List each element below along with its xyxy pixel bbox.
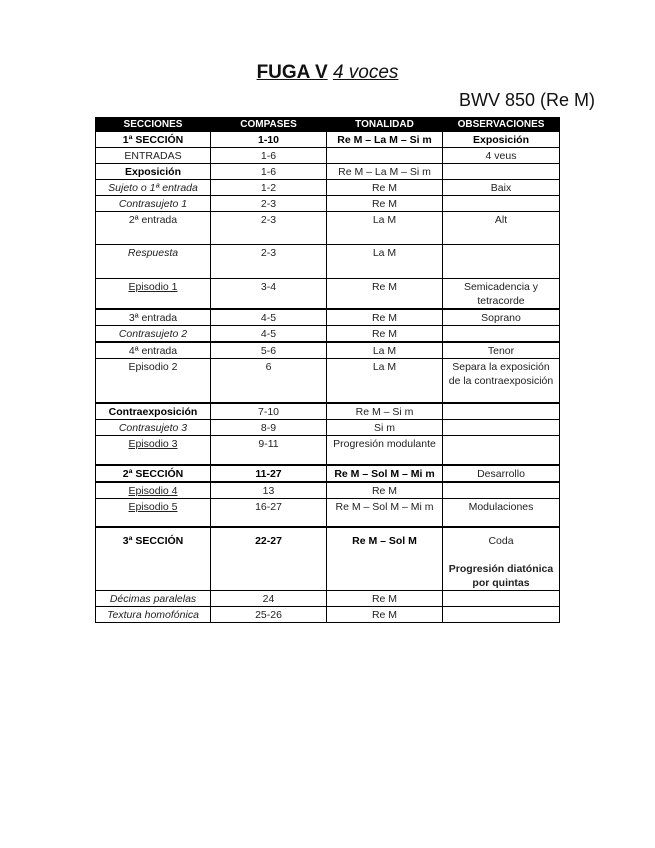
- cell-tonalidad: Re M: [327, 482, 443, 499]
- cell-tonalidad: Re M: [327, 279, 443, 310]
- table-row: [96, 326, 560, 343]
- cell-seccion: Décimas paralelas: [96, 590, 211, 606]
- cell-obs: Tenor: [443, 342, 560, 359]
- cell-tonalidad: Si m: [327, 419, 443, 435]
- cell-compases: 9-11: [211, 435, 327, 465]
- cell-obs: Soprano: [443, 309, 560, 326]
- table-row: [96, 180, 560, 196]
- cell-tonalidad: La M: [327, 359, 443, 403]
- cell-seccion: Contrasujeto 3: [96, 419, 211, 435]
- cell-seccion: Contraexposición: [96, 403, 211, 420]
- cell-compases: 3-4: [211, 279, 327, 310]
- table-row: [96, 148, 560, 164]
- cell-obs: [443, 482, 560, 499]
- cell-tonalidad: Re M – Sol M: [327, 527, 443, 591]
- cell-seccion: 3ª entrada: [96, 309, 211, 326]
- fugue-analysis-table: [95, 117, 560, 623]
- progression-note: Progresión diatónica por quintas: [448, 562, 554, 589]
- cell-obs: [443, 245, 560, 279]
- cell-seccion: Contrasujeto 2: [96, 326, 211, 343]
- cell-seccion: Respuesta: [96, 245, 211, 279]
- cell-obs: [443, 606, 560, 622]
- cell-compases: 13: [211, 482, 327, 499]
- cell-seccion: Episodio 4: [96, 482, 211, 499]
- cell-tonalidad: Re M: [327, 326, 443, 343]
- table-row: [96, 164, 560, 180]
- title-main: FUGA V: [256, 62, 328, 83]
- cell-obs: [443, 196, 560, 212]
- cell-obs: Baix: [443, 180, 560, 196]
- cell-obs: Separa la exposición de la contraexposición: [443, 359, 560, 403]
- cell-tonalidad: Re M: [327, 196, 443, 212]
- header-secciones: SECCIONES: [96, 118, 211, 132]
- cell-obs: Exposición: [443, 132, 560, 148]
- cell-obs: Modulaciones: [443, 499, 560, 527]
- cell-tonalidad: La M: [327, 245, 443, 279]
- cell-tonalidad: Re M: [327, 309, 443, 326]
- cell-compases: 1-10: [211, 132, 327, 148]
- coda-label: Coda: [488, 534, 514, 547]
- cell-obs: [443, 403, 560, 420]
- table-row: [96, 279, 560, 310]
- cell-tonalidad: Re M: [327, 180, 443, 196]
- table-row: [96, 245, 560, 279]
- cell-seccion: 3ª SECCIÓN: [96, 527, 211, 591]
- cell-obs: 4 veus: [443, 148, 560, 164]
- cell-tonalidad: Re M – La M – Si m: [327, 164, 443, 180]
- cell-compases: 2-3: [211, 196, 327, 212]
- cell-compases: 4-5: [211, 326, 327, 343]
- cell-seccion: ENTRADAS: [96, 148, 211, 164]
- cell-seccion: Contrasujeto 1: [96, 196, 211, 212]
- cell-seccion: Episodio 2: [96, 359, 211, 403]
- cell-compases: 25-26: [211, 606, 327, 622]
- cell-obs: [443, 164, 560, 180]
- cell-obs: [443, 527, 560, 591]
- cell-seccion: 2ª SECCIÓN: [96, 465, 211, 482]
- cell-seccion: Episodio 3: [96, 435, 211, 465]
- cell-tonalidad: La M: [327, 342, 443, 359]
- cell-compases: 2-3: [211, 245, 327, 279]
- cell-seccion: Sujeto o 1ª entrada: [96, 180, 211, 196]
- cell-compases: 1-2: [211, 180, 327, 196]
- page-title: [0, 62, 655, 84]
- cell-tonalidad: Re M – Sol M – Mi m: [327, 499, 443, 527]
- cell-obs: [443, 419, 560, 435]
- cell-compases: 16-27: [211, 499, 327, 527]
- table-row: [96, 403, 560, 420]
- cell-seccion: Episodio 1: [96, 279, 211, 310]
- cell-seccion: Textura homofónica: [96, 606, 211, 622]
- table-row: [96, 212, 560, 245]
- table-row: [96, 196, 560, 212]
- table-row: [96, 527, 560, 591]
- cell-compases: 1-6: [211, 164, 327, 180]
- cell-tonalidad: Re M – La M – Si m: [327, 132, 443, 148]
- header-compases: COMPASES: [211, 118, 327, 132]
- cell-obs: Alt: [443, 212, 560, 245]
- table-row: [96, 606, 560, 622]
- table-row: [96, 342, 560, 359]
- cell-compases: 6: [211, 359, 327, 403]
- cell-obs: [443, 326, 560, 343]
- cell-tonalidad: Re M: [327, 590, 443, 606]
- table-row: [96, 435, 560, 465]
- cell-tonalidad: Re M – Si m: [327, 403, 443, 420]
- cell-obs: Semicadencia y tetracorde: [443, 279, 560, 310]
- cell-tonalidad: [327, 148, 443, 164]
- cell-tonalidad: Re M – Sol M – Mi m: [327, 465, 443, 482]
- cell-seccion: 1ª SECCIÓN: [96, 132, 211, 148]
- cell-compases: 24: [211, 590, 327, 606]
- cell-seccion: Exposición: [96, 164, 211, 180]
- page-subtitle: BWV 850 (Re M): [458, 90, 595, 110]
- cell-compases: 5-6: [211, 342, 327, 359]
- cell-seccion: 2ª entrada: [96, 212, 211, 245]
- table-row: [96, 482, 560, 499]
- cell-tonalidad: Re M: [327, 606, 443, 622]
- cell-seccion: Episodio 5: [96, 499, 211, 527]
- cell-seccion: 4ª entrada: [96, 342, 211, 359]
- cell-compases: 1-6: [211, 148, 327, 164]
- table-row: [96, 499, 560, 527]
- cell-compases: 22-27: [211, 527, 327, 591]
- title-sub: 4 voces: [332, 62, 399, 83]
- cell-tonalidad: La M: [327, 212, 443, 245]
- table-row: [96, 465, 560, 482]
- cell-obs: Desarrollo: [443, 465, 560, 482]
- table-row: [96, 132, 560, 148]
- table-header-row: [96, 118, 560, 132]
- cell-compases: 11-27: [211, 465, 327, 482]
- table-row: [96, 359, 560, 403]
- cell-compases: 4-5: [211, 309, 327, 326]
- cell-compases: 8-9: [211, 419, 327, 435]
- table-row: [96, 590, 560, 606]
- cell-obs: [443, 590, 560, 606]
- table-row: [96, 309, 560, 326]
- header-tonalidad: TONALIDAD: [327, 118, 443, 132]
- cell-compases: 7-10: [211, 403, 327, 420]
- table-row: [96, 419, 560, 435]
- header-observaciones: OBSERVACIONES: [443, 118, 560, 132]
- cell-obs: [443, 435, 560, 465]
- cell-tonalidad: Progresión modulante: [327, 435, 443, 465]
- cell-compases: 2-3: [211, 212, 327, 245]
